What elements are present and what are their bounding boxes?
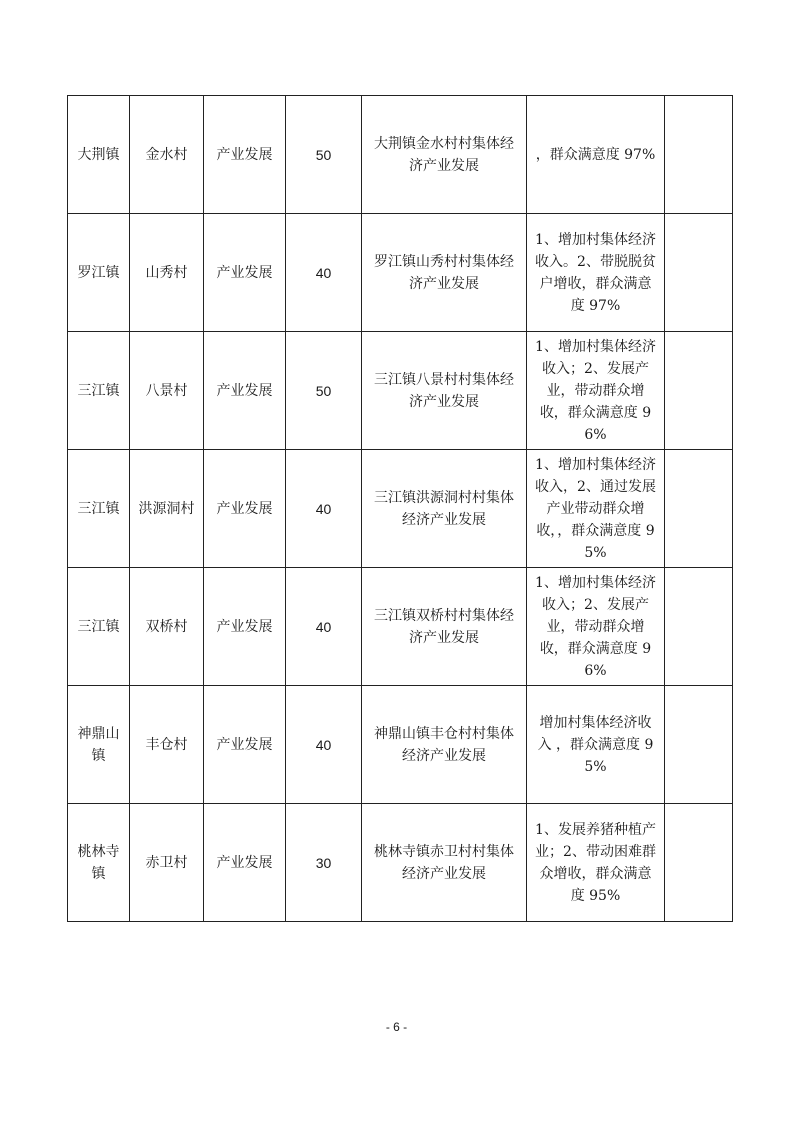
- remark-cell: [665, 96, 733, 214]
- town-cell: 三江镇: [68, 332, 130, 450]
- town-cell: 大荆镇: [68, 96, 130, 214]
- remark-cell: [665, 332, 733, 450]
- remark-cell: [665, 214, 733, 332]
- town-cell: 三江镇: [68, 568, 130, 686]
- project-cell: 罗江镇山秀村村集体经济产业发展: [362, 214, 527, 332]
- funds-cell: 40: [286, 568, 362, 686]
- project-cell: 大荆镇金水村村集体经济产业发展: [362, 96, 527, 214]
- town-cell: 神鼎山镇: [68, 686, 130, 804]
- remark-cell: [665, 450, 733, 568]
- table-row: [68, 568, 733, 686]
- benefit-cell: 1、增加村集体经济收入。2、带脱脱贫户增收，群众满意度 97%: [527, 214, 665, 332]
- benefit-cell: 1、发展养猪种植产业；2、带动困难群众增收，群众满意度 95%: [527, 804, 665, 922]
- project-table: [67, 95, 733, 922]
- category-cell: 产业发展: [204, 214, 286, 332]
- village-cell: 山秀村: [130, 214, 204, 332]
- table-row: [68, 214, 733, 332]
- category-cell: 产业发展: [204, 450, 286, 568]
- village-cell: 丰仓村: [130, 686, 204, 804]
- funds-cell: 40: [286, 450, 362, 568]
- category-cell: 产业发展: [204, 332, 286, 450]
- benefit-cell: 1、增加村集体经济收入；2、发展产业，带动群众增收，群众满意度 96%: [527, 332, 665, 450]
- project-cell: 桃林寺镇赤卫村村集体经济产业发展: [362, 804, 527, 922]
- table-row: [68, 804, 733, 922]
- funds-cell: 50: [286, 96, 362, 214]
- page-number: - 6 -: [385, 1020, 408, 1034]
- remark-cell: [665, 686, 733, 804]
- table-row: [68, 686, 733, 804]
- village-cell: 洪源洞村: [130, 450, 204, 568]
- remark-cell: [665, 568, 733, 686]
- village-cell: 八景村: [130, 332, 204, 450]
- benefit-cell: 1、增加村集体经济收入；2、发展产业，带动群众增收，群众满意度 96%: [527, 568, 665, 686]
- town-cell: 罗江镇: [68, 214, 130, 332]
- town-cell: 三江镇: [68, 450, 130, 568]
- project-cell: 三江镇八景村村集体经济产业发展: [362, 332, 527, 450]
- benefit-cell: ，群众满意度 97%: [527, 96, 665, 214]
- category-cell: 产业发展: [204, 804, 286, 922]
- remark-cell: [665, 804, 733, 922]
- project-cell: 三江镇洪源洞村村集体经济产业发展: [362, 450, 527, 568]
- village-cell: 双桥村: [130, 568, 204, 686]
- table-row: [68, 96, 733, 214]
- project-cell: 三江镇双桥村村集体经济产业发展: [362, 568, 527, 686]
- benefit-cell: 增加村集体经济收入 ，群众满意度 95%: [527, 686, 665, 804]
- category-cell: 产业发展: [204, 96, 286, 214]
- village-cell: 赤卫村: [130, 804, 204, 922]
- village-cell: 金水村: [130, 96, 204, 214]
- funds-cell: 40: [286, 686, 362, 804]
- benefit-cell: 1、增加村集体经济收入，2、通过发展产业带动群众增收，，群众满意度 95%: [527, 450, 665, 568]
- funds-cell: 40: [286, 214, 362, 332]
- category-cell: 产业发展: [204, 686, 286, 804]
- category-cell: 产业发展: [204, 568, 286, 686]
- funds-cell: 30: [286, 804, 362, 922]
- town-cell: 桃林寺镇: [68, 804, 130, 922]
- project-cell: 神鼎山镇丰仓村村集体经济产业发展: [362, 686, 527, 804]
- funds-cell: 50: [286, 332, 362, 450]
- table-row: [68, 332, 733, 450]
- table-row: [68, 450, 733, 568]
